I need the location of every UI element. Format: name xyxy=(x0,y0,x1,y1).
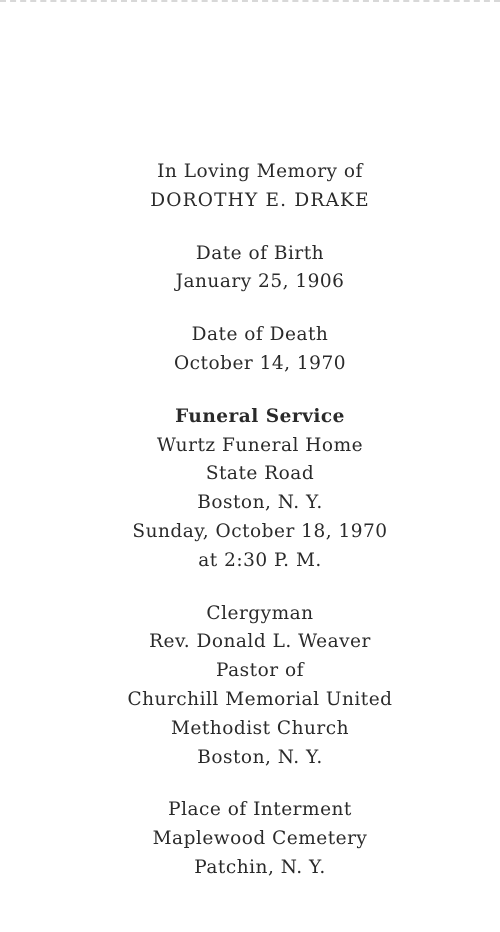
interment-cemetery: Maplewood Cemetery xyxy=(152,828,368,850)
death-date: October 14, 1970 xyxy=(174,352,346,374)
service-time: at 2:30 P. M. xyxy=(198,549,322,571)
birth-date: January 25, 1906 xyxy=(175,271,345,293)
service-place: Wurtz Funeral Home xyxy=(156,434,364,456)
clergy-title: Pastor of xyxy=(216,660,304,682)
memorial-heading: In Loving Memory of xyxy=(157,161,363,182)
church-line2: Methodist Church xyxy=(170,717,350,739)
interment-city: Patchin, N. Y. xyxy=(194,856,326,878)
service-city: Boston, N. Y. xyxy=(197,492,323,514)
service-date: Sunday, October 18, 1970 xyxy=(132,520,388,542)
deceased-name: DOROTHY E. DRAKE xyxy=(150,189,370,211)
memorial-text xyxy=(0,158,500,883)
clergy-name: Rev. Donald L. Weaver xyxy=(149,631,371,653)
service-road: State Road xyxy=(205,463,315,485)
clergy-city: Boston, N. Y. xyxy=(197,746,323,768)
service-label: Funeral Service xyxy=(175,405,345,427)
death-label: Date of Death xyxy=(191,324,329,346)
church-line1: Churchill Memorial United xyxy=(127,688,393,710)
clergy-label: Clergyman xyxy=(206,602,314,624)
birth-label: Date of Birth xyxy=(195,242,325,264)
interment-label: Place of Interment xyxy=(168,799,352,821)
